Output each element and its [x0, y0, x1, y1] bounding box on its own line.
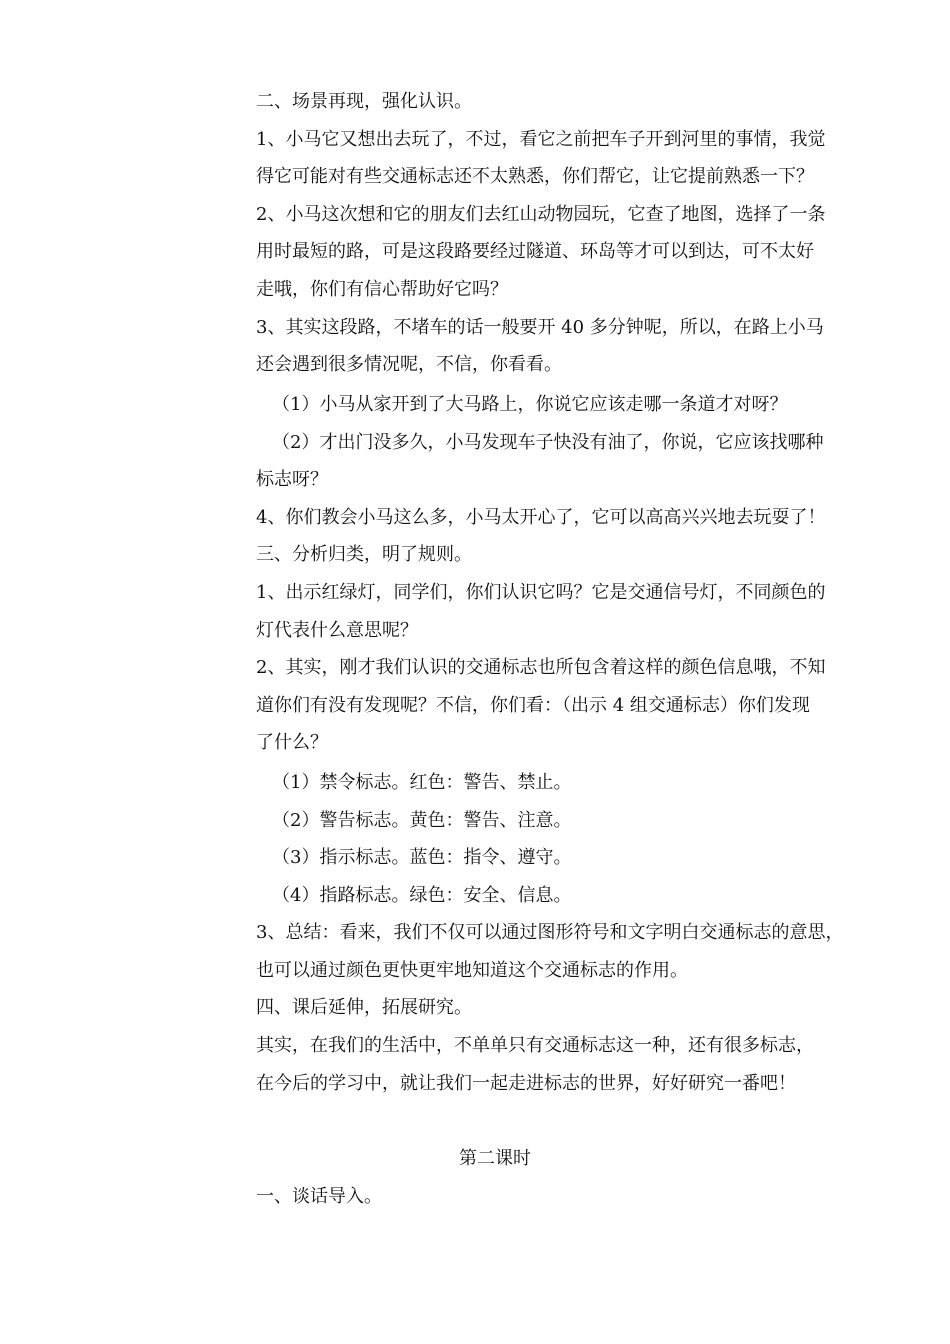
paragraph-line: 还会遇到很多情况呢，不信，你看看。 [256, 354, 562, 375]
paragraph-line: 3、总结：看来，我们不仅可以通过图形符号和文字明白交通标志的意思， [256, 922, 844, 943]
paragraph-line: 在今后的学习中，就让我们一起走进标志的世界，好好研究一番吧！ [256, 1073, 796, 1094]
section-heading-2: 二、场景再现，强化认识。 [256, 91, 472, 112]
paragraph-line: 灯代表什么意思呢？ [256, 620, 418, 641]
paragraph-line: 其实，在我们的生活中，不单单只有交通标志这一种，还有很多标志， [256, 1035, 814, 1056]
list-item: （3）指示标志。蓝色：指令、遵守。 [272, 847, 572, 868]
paragraph-line: 也可以通过颜色更快更牢地知道这个交通标志的作用。 [256, 960, 688, 981]
list-item: （1）小马从家开到了大马路上，你说它应该走哪一条道才对呀？ [272, 394, 788, 415]
paragraph-line: 了什么？ [256, 732, 328, 753]
paragraph-line: 用时最短的路，可是这段路要经过隧道、环岛等才可以到达，可不太好 [256, 241, 814, 262]
paragraph-line: 4、你们教会小马这么多，小马太开心了，它可以高高兴兴地去玩耍了！ [256, 507, 826, 528]
lesson-title: 第二课时 [459, 1148, 531, 1169]
paragraph-line: 1、出示红绿灯，同学们，你们认识它吗？它是交通信号灯，不同颜色的 [256, 582, 826, 603]
paragraph-line: 2、其实，刚才我们认识的交通标志也所包含着这样的颜色信息哦，不知 [256, 657, 826, 678]
paragraph-line: 2、小马这次想和它的朋友们去红山动物园玩，它查了地图，选择了一条 [256, 204, 826, 225]
paragraph-line: 1、小马它又想出去玩了，不过，看它之前把车子开到河里的事情，我觉 [256, 129, 826, 150]
section-heading-1: 一、谈话导入。 [256, 1186, 382, 1207]
list-item: （2）才出门没多久，小马发现车子快没有油了，你说，它应该找哪种 [272, 432, 824, 453]
paragraph-line: 得它可能对有些交通标志还不太熟悉，你们帮它，让它提前熟悉一下？ [256, 166, 814, 187]
paragraph-line: 道你们有没有发现呢？不信，你们看：（出示 4 组交通标志）你们发现 [256, 695, 810, 716]
paragraph-line: 标志呀？ [256, 469, 328, 490]
list-item: （1）禁令标志。红色：警告、禁止。 [272, 772, 572, 793]
paragraph-line: 走哦，你们有信心帮助好它吗？ [256, 279, 508, 300]
section-heading-4: 四、课后延伸，拓展研究。 [256, 997, 472, 1018]
section-heading-3: 三、分析归类，明了规则。 [256, 544, 472, 565]
list-item: （2）警告标志。黄色：警告、注意。 [272, 810, 572, 831]
paragraph-line: 3、其实这段路，不堵车的话一般要开 40 多分钟呢，所以，在路上小马 [256, 317, 824, 338]
list-item: （4）指路标志。绿色：安全、信息。 [272, 885, 572, 906]
